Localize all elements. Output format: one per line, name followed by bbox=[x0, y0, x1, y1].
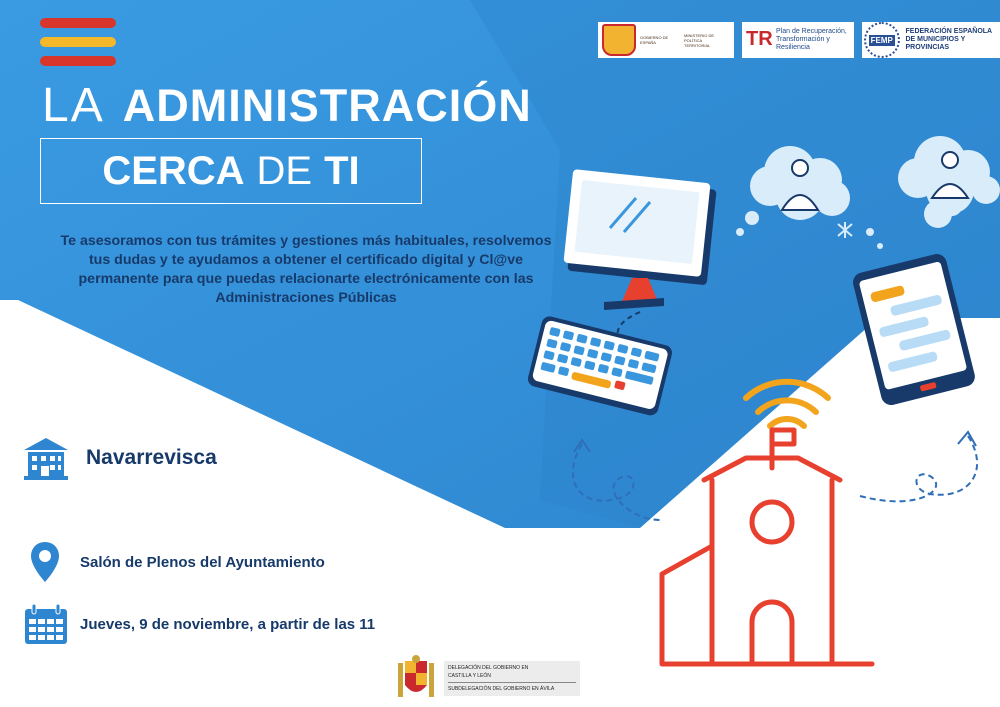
place-row bbox=[30, 538, 325, 586]
event-date: Jueves, 9 de noviembre, a partir de las 11 bbox=[80, 615, 376, 633]
subdelegacion-logo bbox=[392, 650, 586, 706]
subtitle-cerca: CERCA bbox=[102, 148, 245, 193]
description-text: Te asesoramos con tus trámites y gestiones más habituales, resolvemos tus dudas y te ayudamos a obtener el certificado digital y Cl@ve permanente para que puedas relacionarte electrónicamente con las Administraciones Públicas bbox=[60, 233, 552, 306]
footer-line-1: DELEGACIÓN DEL GOBIERNO EN bbox=[448, 664, 529, 671]
town-name: Navarrevisca bbox=[86, 446, 217, 469]
page-title bbox=[42, 78, 532, 138]
subtitle-box bbox=[40, 138, 422, 204]
title-light: LA bbox=[42, 79, 105, 132]
coat-of-arms-icon bbox=[396, 655, 436, 701]
date-row bbox=[24, 600, 375, 648]
location-pin-icon bbox=[30, 541, 60, 583]
ministerio-logo-text: MINISTERIO DE POLÍTICA TERRITORIAL bbox=[684, 32, 715, 48]
subtitle-ti: TI bbox=[324, 148, 360, 193]
gobierno-logo-text: GOBIERNO DE ESPAÑA bbox=[640, 35, 669, 45]
gobierno-espana-logo bbox=[598, 22, 734, 58]
spain-flag-icon bbox=[40, 18, 116, 66]
footer-line-3: SUBDELEGACIÓN DEL GOBIERNO EN ÁVILA bbox=[448, 682, 576, 693]
femp-badge: FEMP bbox=[864, 22, 900, 58]
prtr-logo bbox=[742, 22, 854, 58]
coat-of-arms-icon bbox=[602, 24, 636, 56]
subdelegacion-text bbox=[444, 661, 580, 696]
place-name: Salón de Plenos del Ayuntamiento bbox=[80, 553, 325, 571]
prtr-logo-text: Plan de Recuperación, Transformación y Resiliencia bbox=[776, 28, 847, 51]
calendar-icon bbox=[24, 603, 68, 645]
building-icon bbox=[22, 436, 70, 480]
prtr-mark-icon: TR bbox=[746, 28, 773, 50]
town-row bbox=[22, 434, 217, 482]
title-bold: ADMINISTRACIÓN bbox=[122, 80, 532, 131]
femp-logo bbox=[862, 22, 1000, 58]
footer-line-2: CASTILLA Y LEÓN bbox=[448, 672, 491, 679]
femp-logo-text: FEDERACIÓN ESPAÑOLA DE MUNICIPIOS Y PROVINCIAS bbox=[905, 28, 992, 51]
subtitle-de: DE bbox=[256, 148, 313, 193]
